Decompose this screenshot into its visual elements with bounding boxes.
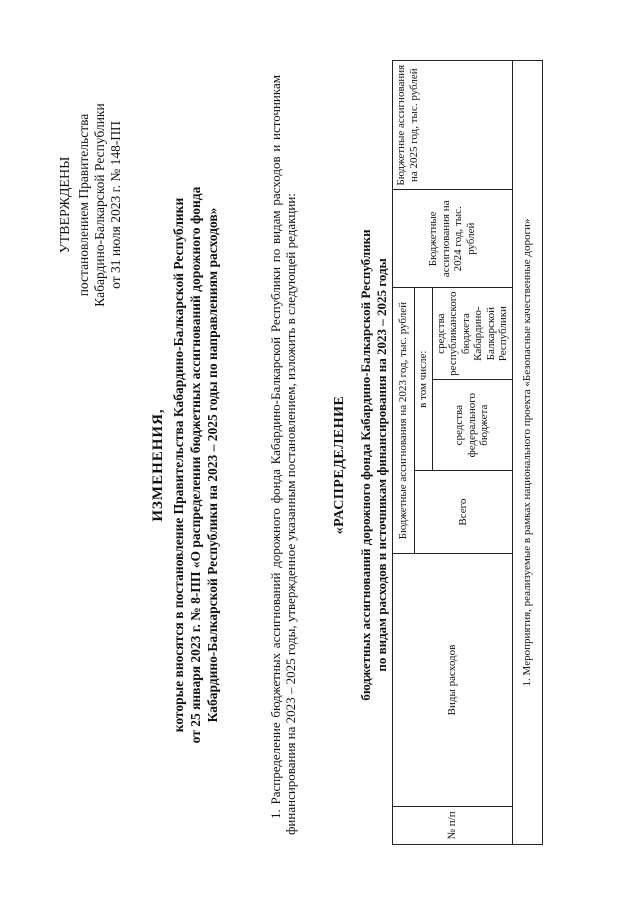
section-row-1: 1. Мероприятия, реализуемые в рамках национального проекта «Безопасные качественные дороги» <box>512 61 542 845</box>
approval-line-1: постановлением Правительства <box>76 113 91 297</box>
title-line-3: Кабардино-Балкарской Республики на 2023 – 2025 годы по направлениям расходов» <box>205 207 220 723</box>
header-2024: Бюджетные ассигнования на 2024 год, тыс. рублей <box>393 190 513 288</box>
header-total: Всего <box>415 471 513 554</box>
title-main: ИЗМЕНЕНИЯ, <box>150 408 166 522</box>
title-line-2: от 25 января 2023 г. № 8-ПП «О распределении бюджетных ассигнований дорожного фонда <box>188 186 203 744</box>
paragraph-1: 1. Распределение бюджетных ассигнований дорожного фонда Кабардино-Балкарской Республики по видам расходов и источникам финансирования на 2023 – 2025 годы, утвержденное указанным постановлением, изложить в следующей редакции: <box>268 75 298 835</box>
document-title <box>150 95 221 835</box>
approval-stamp <box>58 25 124 385</box>
approval-line-2: Кабардино-Балкарской Республики <box>92 103 107 307</box>
header-including: в том числе: <box>415 288 433 471</box>
distribution-main: «РАСПРЕДЕЛЕНИЕ <box>332 395 347 535</box>
title-line-1: которые вносятся в постановление Правительства Кабардино-Балкарской Республики <box>171 197 186 733</box>
distribution-line-2: по видам расходов и источникам финансирования на 2023 – 2025 годы <box>374 258 389 672</box>
header-2023-group: Бюджетные ассигнования на 2023 год, тыс. рублей <box>393 288 415 554</box>
header-kind: Виды расходов <box>393 554 513 807</box>
distribution-line-1: бюджетных ассигнований дорожного фонда Кабардино-Балкарской Республики <box>358 229 373 701</box>
header-federal: средства федерального бюджета <box>432 380 512 471</box>
header-republic: средства республиканского бюджета Кабардино-Балкарской Республики <box>432 288 512 380</box>
approval-heading: УТВЕРЖДЕНЫ <box>58 156 73 254</box>
header-num: № п/п <box>393 806 513 844</box>
budget-table <box>392 60 543 845</box>
distribution-subtitle <box>358 95 390 835</box>
header-2025: Бюджетные ассигнования на 2025 год, тыс. рублей <box>393 61 513 190</box>
approval-line-3: от 31 июля 2023 г. № 148-ПП <box>108 121 123 289</box>
